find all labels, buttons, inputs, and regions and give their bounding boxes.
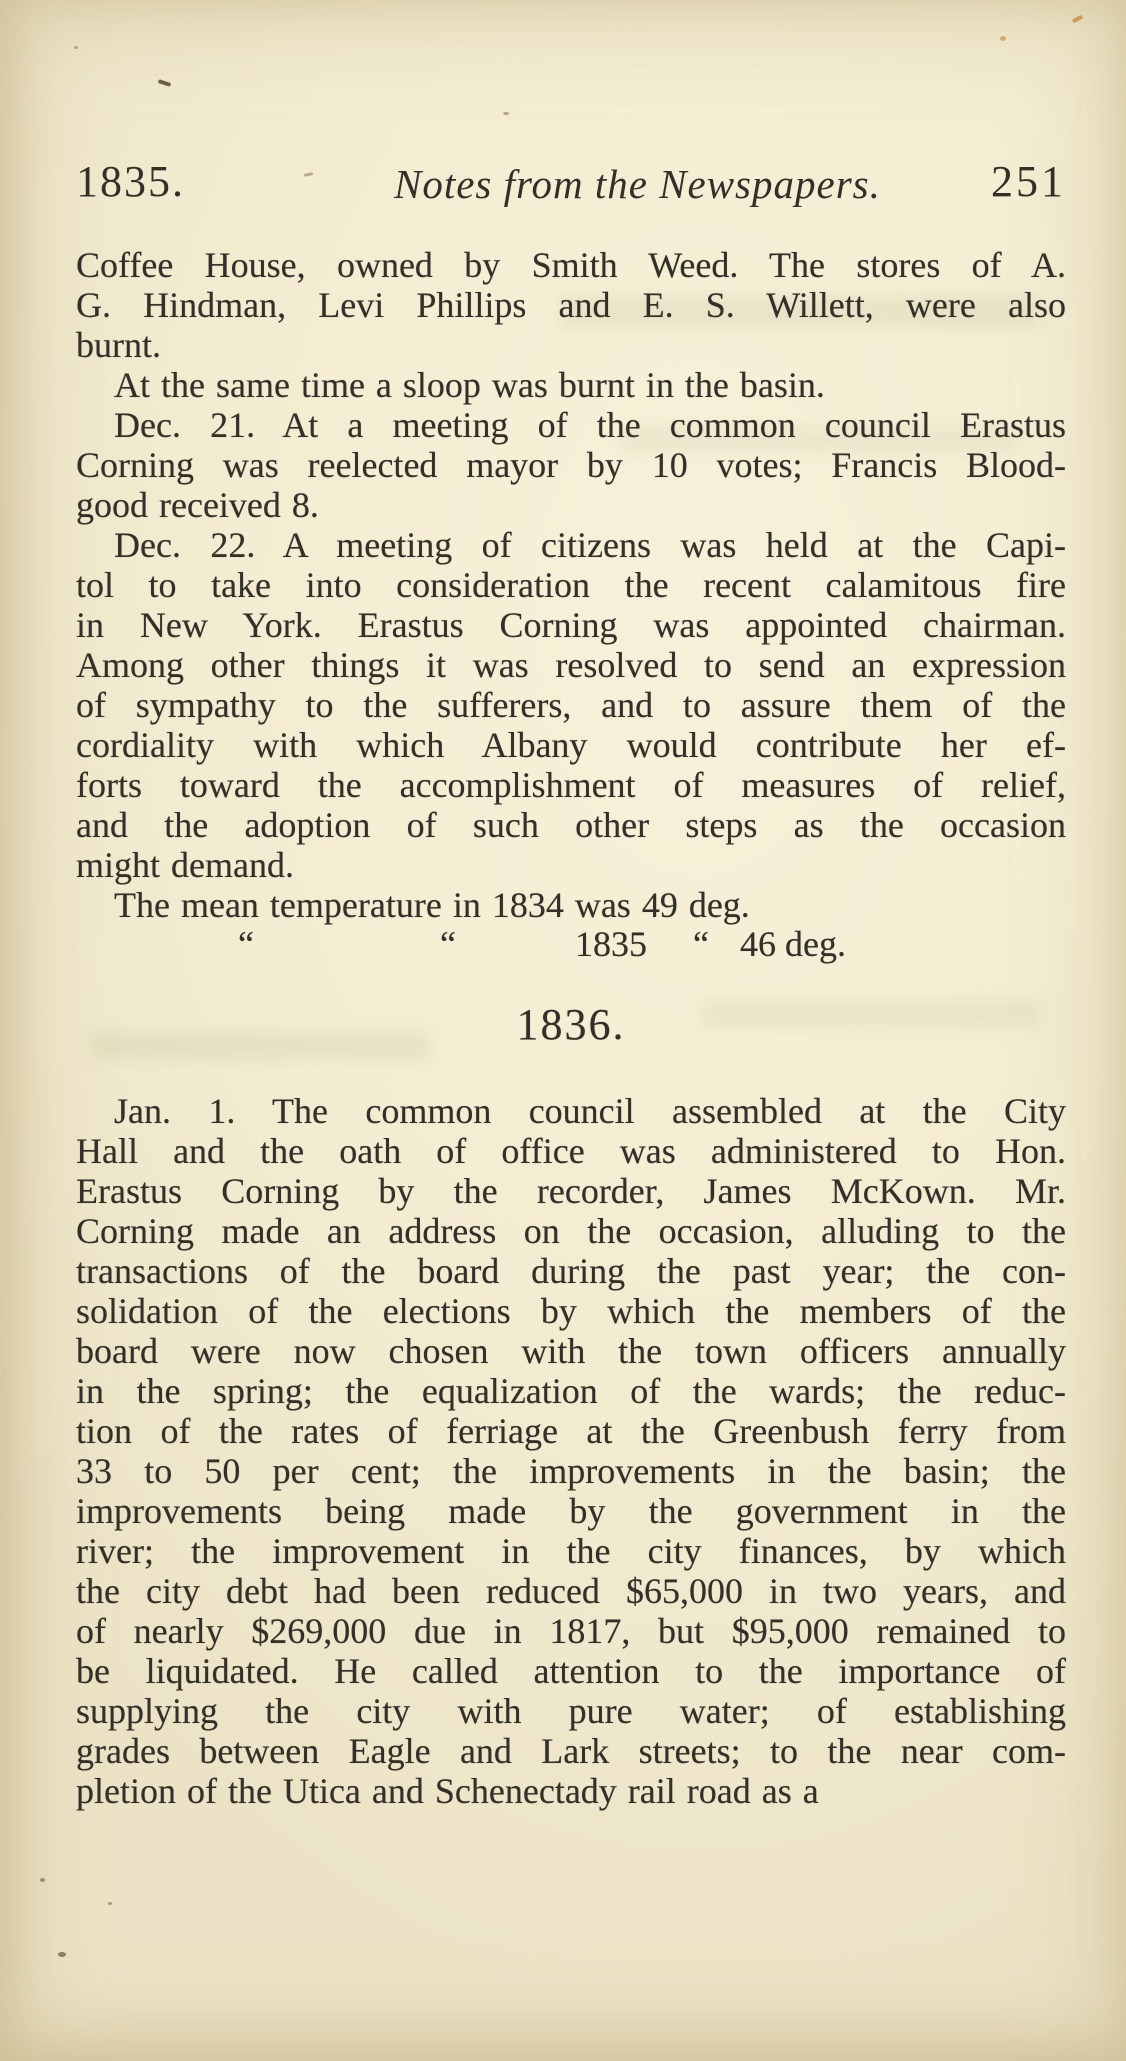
text-line: good received 8.: [76, 485, 319, 525]
text-line: Coffee House, owned by Smith Weed. The stores of A.: [76, 245, 1066, 285]
text-line: be liquidated. He called attention to the importance of: [76, 1651, 1066, 1691]
ditto-mark: “: [693, 924, 709, 964]
text-line: river; the improvement in the city finances, by which: [76, 1531, 1066, 1571]
text-line: 33 to 50 per cent; the improvements in the basin; the: [76, 1451, 1066, 1491]
text-block-1835: [76, 245, 1066, 925]
text-line: of nearly $269,000 due in 1817, but $95,000 remained to: [76, 1611, 1066, 1651]
text-line: the city debt had been reduced $65,000 in two years, and: [76, 1571, 1066, 1611]
text-line: in the spring; the equalization of the wards; the reduc-: [76, 1371, 1066, 1411]
text-line: and the adoption of such other steps as the occasion: [76, 805, 1066, 845]
text-line: Among other things it was resolved to send an expression: [76, 645, 1066, 685]
paragraph: [76, 1091, 1066, 1811]
text-line: Hall and the oath of office was administered to Hon.: [76, 1131, 1066, 1171]
ditto-value: 46 deg.: [740, 924, 846, 964]
text-line: improvements being made by the government in the: [76, 1491, 1066, 1531]
page-number: 251: [991, 157, 1066, 206]
header-year: 1835.: [76, 157, 185, 206]
text-line: board were now chosen with the town officers annually: [76, 1331, 1066, 1371]
text-line: burnt.: [76, 325, 161, 365]
text-line: might demand.: [76, 845, 294, 885]
text-line: At the same time a sloop was burnt in the basin.: [114, 365, 825, 405]
paragraph: [76, 405, 1066, 525]
ditto-mark: “: [238, 924, 254, 964]
text-block-1836: [76, 1091, 1066, 1811]
ink-speck: [108, 1902, 112, 1905]
text-line: grades between Eagle and Lark streets; to the near com-: [76, 1731, 1066, 1771]
text-line: pletion of the Utica and Schenectady rail road as a: [76, 1771, 819, 1811]
ink-speck: [1072, 15, 1084, 24]
text-line: transactions of the board during the past year; the con-: [76, 1251, 1066, 1291]
text-line: in New York. Erastus Corning was appointed chairman.: [76, 605, 1066, 645]
text-line: solidation of the elections by which the members of the: [76, 1291, 1066, 1331]
text-line: Erastus Corning by the recorder, James McKown. Mr.: [76, 1171, 1066, 1211]
text-line: cordiality with which Albany would contribute her ef-: [76, 725, 1066, 765]
ink-speck: [1000, 36, 1006, 41]
paragraph: [76, 885, 1066, 925]
text-line: Jan. 1. The common council assembled at the City: [114, 1091, 1066, 1131]
text-line: tion of the rates of ferriage at the Greenbush ferry from: [76, 1411, 1066, 1451]
page-title: Notes from the Newspapers.: [394, 161, 881, 207]
paragraph: [76, 525, 1066, 885]
running-head: [76, 156, 1066, 208]
text-line: tol to take into consideration the recent calamitous fire: [76, 565, 1066, 605]
ink-speck: [158, 79, 172, 87]
text-line: Corning was reelected mayor by 10 votes; Francis Blood-: [76, 445, 1066, 485]
paragraph: [76, 365, 1066, 405]
text-line: The mean temperature in 1834 was 49 deg.: [114, 885, 750, 925]
ink-speck: [40, 1878, 45, 1882]
text-line: G. Hindman, Levi Phillips and E. S. Willett, were also: [76, 285, 1066, 325]
section-heading-1836: 1836.: [516, 1000, 626, 1049]
ditto-year: 1835: [575, 924, 647, 964]
text-line: supplying the city with pure water; of establishing: [76, 1691, 1066, 1731]
ink-speck: [74, 46, 78, 49]
paragraph: [76, 245, 1066, 365]
ditto-mark: “: [440, 924, 456, 964]
ink-speck: [58, 1952, 66, 1957]
text-line: Dec. 22. A meeting of citizens was held at the Capi-: [114, 525, 1066, 565]
text-line: Dec. 21. At a meeting of the common council Erastus: [114, 405, 1066, 445]
text-line: of sympathy to the sufferers, and to assure them of the: [76, 685, 1066, 725]
temperature-ditto-line: [76, 924, 1066, 964]
text-line: Corning made an address on the occasion, alluding to the: [76, 1211, 1066, 1251]
ink-speck: [503, 112, 509, 115]
text-line: forts toward the accomplishment of measures of relief,: [76, 765, 1066, 805]
